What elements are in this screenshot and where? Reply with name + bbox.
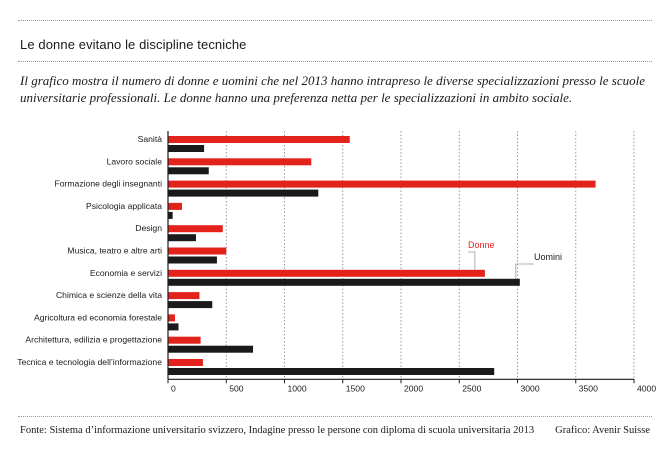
x-tick-label: 500 bbox=[229, 383, 244, 394]
legend-leader-donne bbox=[468, 252, 475, 270]
category-label: Lavoro sociale bbox=[106, 156, 162, 167]
bar-uomini bbox=[168, 346, 253, 353]
x-tick-label: 1000 bbox=[287, 383, 307, 394]
legend-label-uomini: Uomini bbox=[534, 252, 563, 262]
footer-divider bbox=[18, 416, 652, 417]
legend-leader-uomini bbox=[516, 264, 534, 279]
bar-donne bbox=[168, 314, 175, 321]
x-tick-label: 4000 bbox=[637, 383, 657, 394]
graphic-credit: Grafico: Avenir Suisse bbox=[555, 425, 650, 436]
category-label: Economia e servizi bbox=[89, 267, 162, 278]
category-label: Musica, teatro e altre arti bbox=[67, 245, 162, 256]
category-label: Architettura, edilizia e progettazione bbox=[25, 334, 162, 345]
source-note: Fonte: Sistema d’informazione universitario svizzero, Indagine presso le persone con diploma di scuola universitaria 2013 bbox=[20, 425, 535, 436]
bar-uomini bbox=[168, 234, 196, 241]
category-label: Psicologia applicata bbox=[86, 200, 162, 211]
bar-uomini bbox=[168, 279, 520, 286]
category-label: Agricoltura ed economia forestale bbox=[33, 312, 162, 323]
bar-uomini bbox=[168, 145, 204, 152]
bar-uomini bbox=[168, 323, 178, 330]
bar-uomini bbox=[168, 257, 217, 264]
legend-label-donne: Donne bbox=[468, 240, 495, 250]
x-tick-label: 1500 bbox=[345, 383, 365, 394]
bar-donne bbox=[168, 248, 226, 255]
bar-donne bbox=[168, 203, 182, 210]
bar-donne bbox=[168, 270, 485, 277]
x-tick-label: 0 bbox=[171, 383, 176, 394]
bar-donne bbox=[168, 292, 199, 299]
category-label: Formazione degli insegnanti bbox=[54, 178, 162, 189]
bar-donne bbox=[168, 181, 596, 188]
bar-donne bbox=[168, 337, 201, 344]
bar-uomini bbox=[168, 301, 212, 308]
bar-uomini bbox=[168, 190, 318, 197]
bar-donne bbox=[168, 158, 311, 165]
category-label: Chimica e scienze della vita bbox=[55, 290, 162, 301]
bar-donne bbox=[168, 359, 203, 366]
category-label: Tecnica e tecnologia dell’informazione bbox=[17, 357, 162, 367]
chart-title: Le donne evitano le discipline tecniche bbox=[20, 37, 247, 52]
bar-uomini bbox=[168, 212, 173, 219]
x-tick-label: 3000 bbox=[520, 383, 540, 394]
bar-donne bbox=[168, 136, 350, 143]
category-label: Sanità bbox=[137, 134, 162, 144]
category-label: Design bbox=[135, 223, 162, 234]
bar-uomini bbox=[168, 368, 494, 375]
bar-uomini bbox=[168, 167, 209, 174]
x-tick-label: 2500 bbox=[462, 383, 482, 394]
x-tick-label: 2000 bbox=[404, 383, 424, 394]
chart-subtitle: Il grafico mostra il numero di donne e uomini che nel 2013 hanno intrapreso le diverse specializzazioni presso le scuole universitarie professionali. Le donne hanno una preferenza netta per le specializzazioni in ambito sociale. bbox=[20, 73, 646, 105]
bar-donne bbox=[168, 225, 223, 232]
x-tick-label: 3500 bbox=[578, 383, 598, 394]
